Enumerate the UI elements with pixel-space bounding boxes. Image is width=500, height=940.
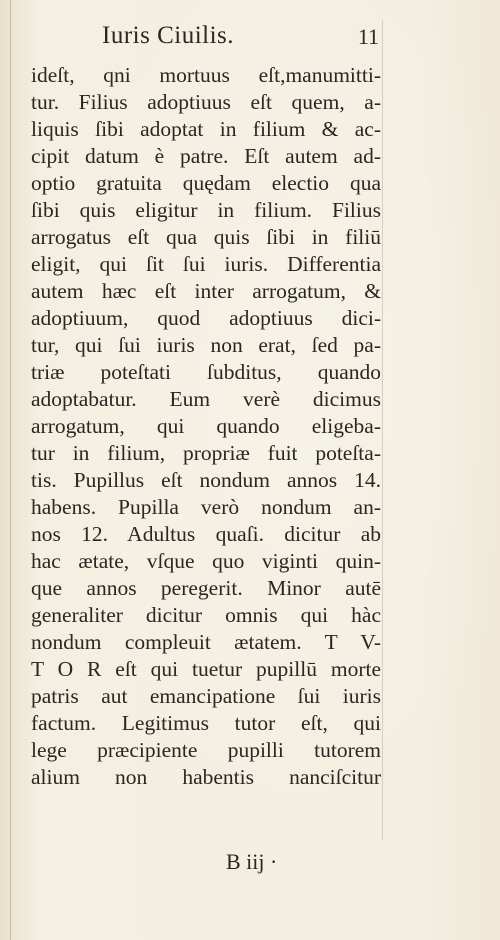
- gutter-line: [10, 0, 11, 940]
- text-line: tur. Filius adoptiuus eſt quem, a-: [31, 90, 381, 114]
- text-line: tur, qui ſui iuris non erat, ſed pa-: [31, 333, 381, 357]
- text-line: adoptabatur. Eum verè dicimus: [31, 387, 381, 411]
- text-line: cipit datum è patre. Eſt autem ad-: [31, 144, 381, 168]
- body-text: [31, 62, 381, 791]
- text-line: generaliter dicitur omnis qui hàc: [31, 603, 381, 627]
- text-line: factum. Legitimus tutor eſt, qui: [31, 711, 381, 735]
- text-line: arrogatum, qui quando eligeba-: [31, 414, 381, 438]
- text-line: tis. Pupillus eſt nondum annos 14.: [31, 468, 381, 492]
- margin-line: [382, 20, 383, 840]
- text-line: liquis ſibi adoptat in filium & ac-: [31, 117, 381, 141]
- text-line: lege præcipiente pupilli tutorem: [31, 738, 381, 762]
- text-line: nondum compleuit ætatem. T V-: [31, 630, 381, 654]
- text-line: adoptiuum, quod adoptiuus dici-: [31, 306, 381, 330]
- text-line: hac ætate, vſque quo viginti quin-: [31, 549, 381, 573]
- text-line: arrogatus eſt qua quis ſibi in filiū: [31, 225, 381, 249]
- text-line: T O R eſt qui tuetur pupillū morte: [31, 657, 381, 681]
- text-line: eligit, qui ſit ſui iuris. Differentia: [31, 252, 381, 276]
- text-line: patris aut emancipatione ſui iuris: [31, 684, 381, 708]
- text-line: nos 12. Adultus quaſi. dicitur ab: [31, 522, 381, 546]
- text-line: autem hæc eſt inter arrogatum, &: [31, 279, 381, 303]
- page-header: [30, 22, 385, 62]
- text-line: ideſt, qni mortuus eſt,manumitti-: [31, 63, 381, 87]
- signature-mark: B iij ·: [226, 849, 278, 874]
- text-line: habens. Pupilla verò nondum an-: [31, 495, 381, 519]
- text-line: alium non habentis nanciſcitur: [31, 765, 381, 789]
- text-line: tur in filium, propriæ fuit poteſta-: [31, 441, 381, 465]
- text-line: optio gratuita quędam electio qua: [31, 171, 381, 195]
- page-number: 11: [357, 24, 379, 49]
- text-line: ſibi quis eligitur in filium. Filius: [31, 198, 381, 222]
- text-line: que annos peregerit. Minor autē: [31, 576, 381, 600]
- running-title: Iuris Ciuilis.: [102, 22, 235, 49]
- text-line: triæ poteſtati ſubditus, quando: [31, 360, 381, 384]
